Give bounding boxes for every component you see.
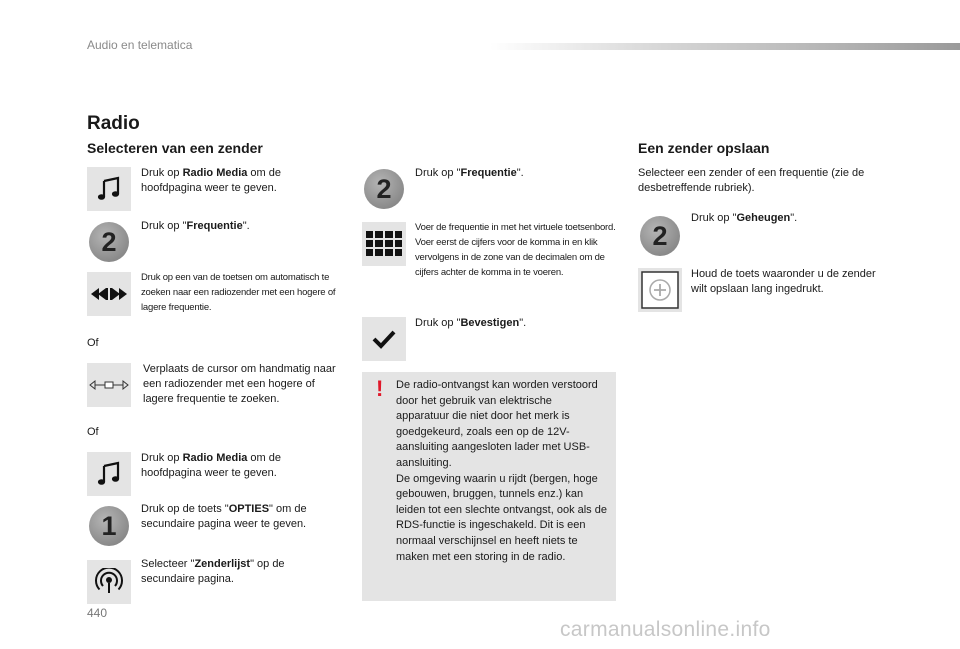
step-text: Druk op "Bevestigen". xyxy=(415,317,527,329)
frequency-slider-icon xyxy=(87,363,131,407)
page-title: Radio xyxy=(87,113,140,134)
header-bar xyxy=(490,43,960,50)
heading-save-station: Een zender opslaan xyxy=(638,140,770,156)
step-number: 1 xyxy=(87,504,131,548)
intro-text: Selecteer een zender of een frequentie (zie de desbetreffende rubriek). xyxy=(638,167,865,194)
step-text: Druk op "Frequentie". xyxy=(141,220,250,232)
heading-select-station: Selecteren van een zender xyxy=(87,140,263,156)
radio-broadcast-icon xyxy=(87,560,131,604)
step-text: Verplaats de cursor om handmatig naar een radiozender met een hogere of lagere frequentie te zoeken. xyxy=(143,363,336,405)
checkmark-icon xyxy=(362,317,406,361)
step-text: Druk op een van de toetsen om automatisch te zoeken naar een radiozender met een hogere of lagere frequentie. xyxy=(141,272,336,313)
music-note-icon xyxy=(87,167,131,211)
section-header: Audio en telematica xyxy=(87,38,193,52)
step-text: Voer de frequentie in met het virtuele toetsenbord. Voer eerst de cijfers voor de komma in en klik vervolgens in de zone van de decimalen om de cijfers achter de komma in te voeren. xyxy=(415,222,616,278)
step-text: Druk op de toets "OPTIES" om de secundaire pagina weer te geven. xyxy=(141,503,307,530)
step-text: Houd de toets waaronder u de zender wilt opslaan lang ingedrukt. xyxy=(691,268,876,295)
music-note-icon xyxy=(87,452,131,496)
memory-slot-icon xyxy=(638,268,682,312)
warning-icon: ! xyxy=(376,376,384,401)
page-number: 440 xyxy=(87,606,108,620)
warning-text: De radio-ontvangst kan worden verstoord door het gebruik van elektrische apparatuur die niet door het merk is goedgekeurd, zoals een op de 12V-aansluiting aangesloten lader met USB-aansluiting. De omgeving waarin u rijdt (bergen, hoge gebouwen, bruggen, tunnels enz.) kan leiden tot een slechte ontvangst, ook als de RDS-functie is ingeschakeld. Dit is een normaal verschijnsel en heeft niets te maken met een storing in de radio. xyxy=(396,379,607,563)
step-number: 2 xyxy=(638,214,682,258)
step-number: 2 xyxy=(87,220,131,264)
or-label: Of xyxy=(87,337,99,349)
or-label: Of xyxy=(87,426,99,438)
step-number: 2 xyxy=(362,167,406,211)
watermark: carmanualsonline.info xyxy=(560,618,771,641)
step-text: Druk op Radio Media om de hoofdpagina weer te geven. xyxy=(141,452,282,479)
step-text: Druk op "Frequentie". xyxy=(415,167,524,179)
keyboard-icon xyxy=(362,222,406,266)
step-text: Druk op Radio Media om de hoofdpagina weer te geven. xyxy=(141,167,282,194)
step-text: Druk op "Geheugen". xyxy=(691,212,798,224)
step-text: Selecteer "Zenderlijst" op de secundaire pagina. xyxy=(141,558,285,585)
seek-buttons-icon xyxy=(87,272,131,316)
